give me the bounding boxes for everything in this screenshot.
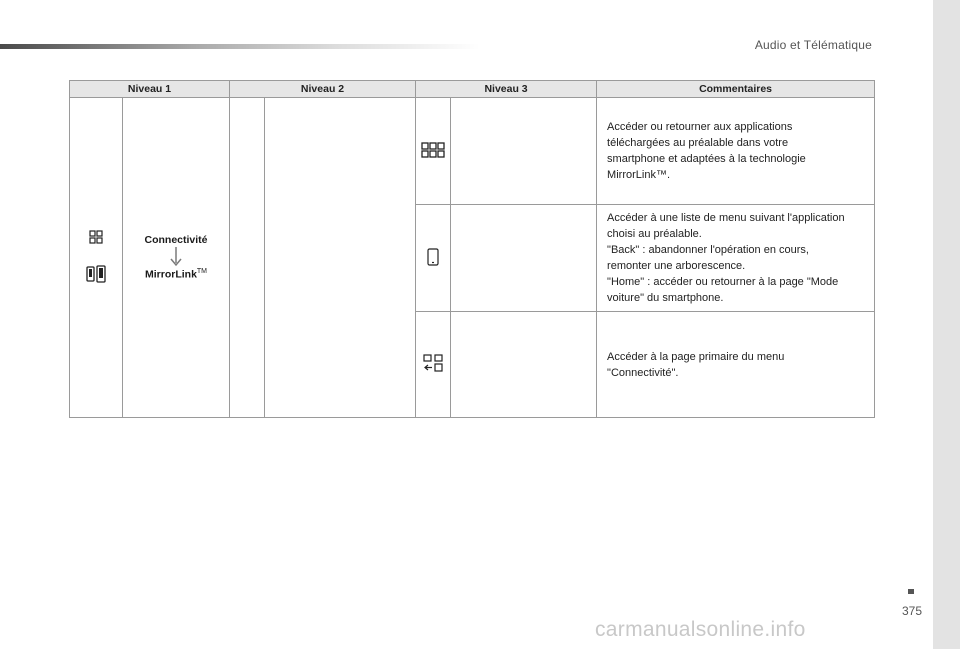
level2-text-cell-empty	[265, 98, 416, 418]
trademark-mark: TM	[196, 268, 208, 276]
level3-icon-cell	[416, 312, 451, 418]
mirrorlink-phone-icon	[86, 265, 106, 286]
menu-table	[69, 80, 875, 418]
page-number: 375	[902, 604, 923, 618]
level3-icon-cell	[416, 98, 451, 205]
level2-label: Connectivité	[144, 234, 208, 247]
level3-text-cell-empty	[451, 205, 597, 312]
column-header-level-3: Niveau 3	[416, 81, 597, 98]
level3-text-cell-empty	[451, 98, 597, 205]
apps-grid-icon	[421, 149, 445, 161]
right-margin-band	[933, 0, 960, 649]
section-title: Audio et Télématique	[754, 38, 872, 52]
column-header-level-2: Niveau 2	[230, 81, 416, 98]
level3-icon-cell	[416, 205, 451, 312]
level2-label-cell	[123, 98, 230, 418]
connectivity-grid-icon	[89, 230, 103, 247]
column-header-comments: Commentaires	[597, 81, 875, 98]
page-bullet-mark	[908, 589, 914, 594]
level2-icon-cell-empty	[230, 98, 265, 418]
table-row	[70, 98, 875, 205]
arrow-down-icon	[169, 247, 183, 267]
comment-cell: Accéder à une liste de menu suivant l'application choisi au préalable. "Back" : abandonner l'opération en cours, remonter une arborescence. "Home" : accéder ou retourner à la page "Mode voiture" du smartphone.	[597, 205, 875, 312]
level3-text-cell-empty	[451, 312, 597, 418]
header-gradient-bar	[0, 44, 480, 49]
comment-cell: Accéder à la page primaire du menu "Connectivité".	[597, 312, 875, 418]
smartphone-icon	[427, 257, 439, 269]
column-header-level-1: Niveau 1	[70, 81, 230, 98]
level2-sublabel: MirrorLink™	[144, 268, 208, 281]
level1-icon-cell	[70, 98, 123, 418]
comment-cell: Accéder ou retourner aux applications téléchargées au préalable dans votre smartphone et adaptées à la technologie MirrorLink™.	[597, 98, 875, 205]
watermark: carmanualsonline.info	[595, 618, 806, 641]
back-to-menu-icon	[423, 363, 443, 375]
table-header-row	[70, 81, 875, 98]
